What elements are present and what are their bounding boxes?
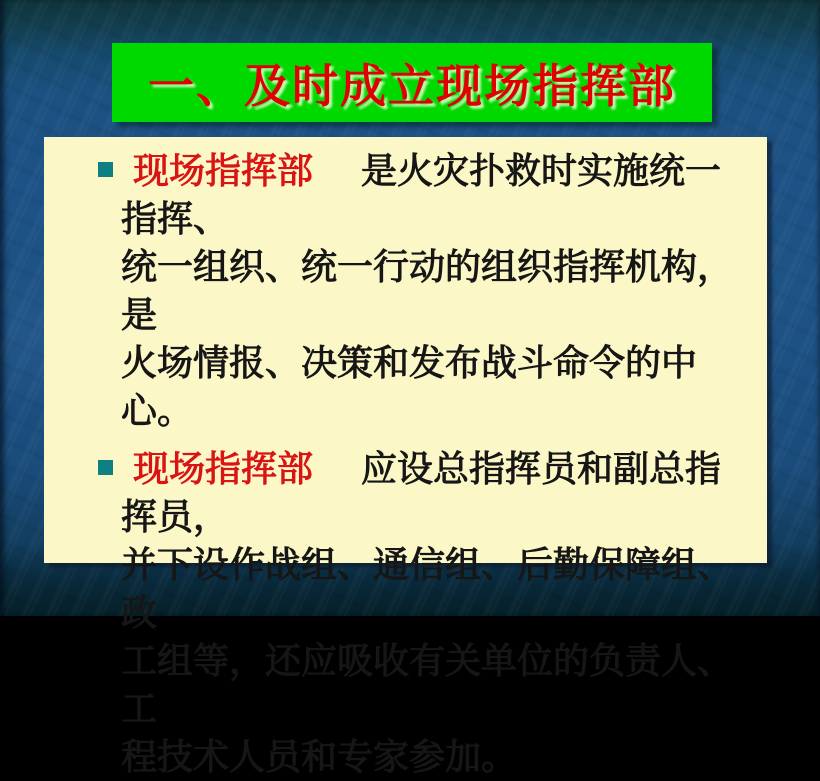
bullet-2-line-4: 程技术人员和专家参加。 xyxy=(121,736,518,777)
bullet-2-line-2: 并下设作战组、通信组、后勤保障组、政 xyxy=(121,544,734,633)
title-banner xyxy=(112,43,712,122)
bullet-item-1 xyxy=(121,147,747,435)
content-box xyxy=(44,137,767,777)
bullet-1-highlight: 现场指挥部 xyxy=(133,150,314,191)
slide-title: 一、及时成立现场指挥部 xyxy=(148,59,676,112)
bullet-1-line-2: 统一组织、统一行动的组织指挥机构，是 xyxy=(121,246,734,335)
square-bullet-icon xyxy=(98,162,113,177)
bullet-2-highlight: 现场指挥部 xyxy=(133,448,314,489)
bullet-2-line-3: 工组等，还应吸收有关单位的负责人、工 xyxy=(121,640,734,729)
bullet-1-line-1-text: 是火灾扑救时实施统一指挥、 xyxy=(121,150,722,239)
bullet-2-line-1-text: 应设总指挥员和副总指挥员， xyxy=(121,448,722,537)
square-bullet-icon xyxy=(98,460,113,475)
bullet-1-line-1 xyxy=(121,147,747,243)
bullet-1-line-3: 火场情报、决策和发布战斗命令的中心。 xyxy=(121,342,698,431)
bullet-item-2 xyxy=(121,445,747,781)
bullet-2-line-1 xyxy=(121,445,747,541)
